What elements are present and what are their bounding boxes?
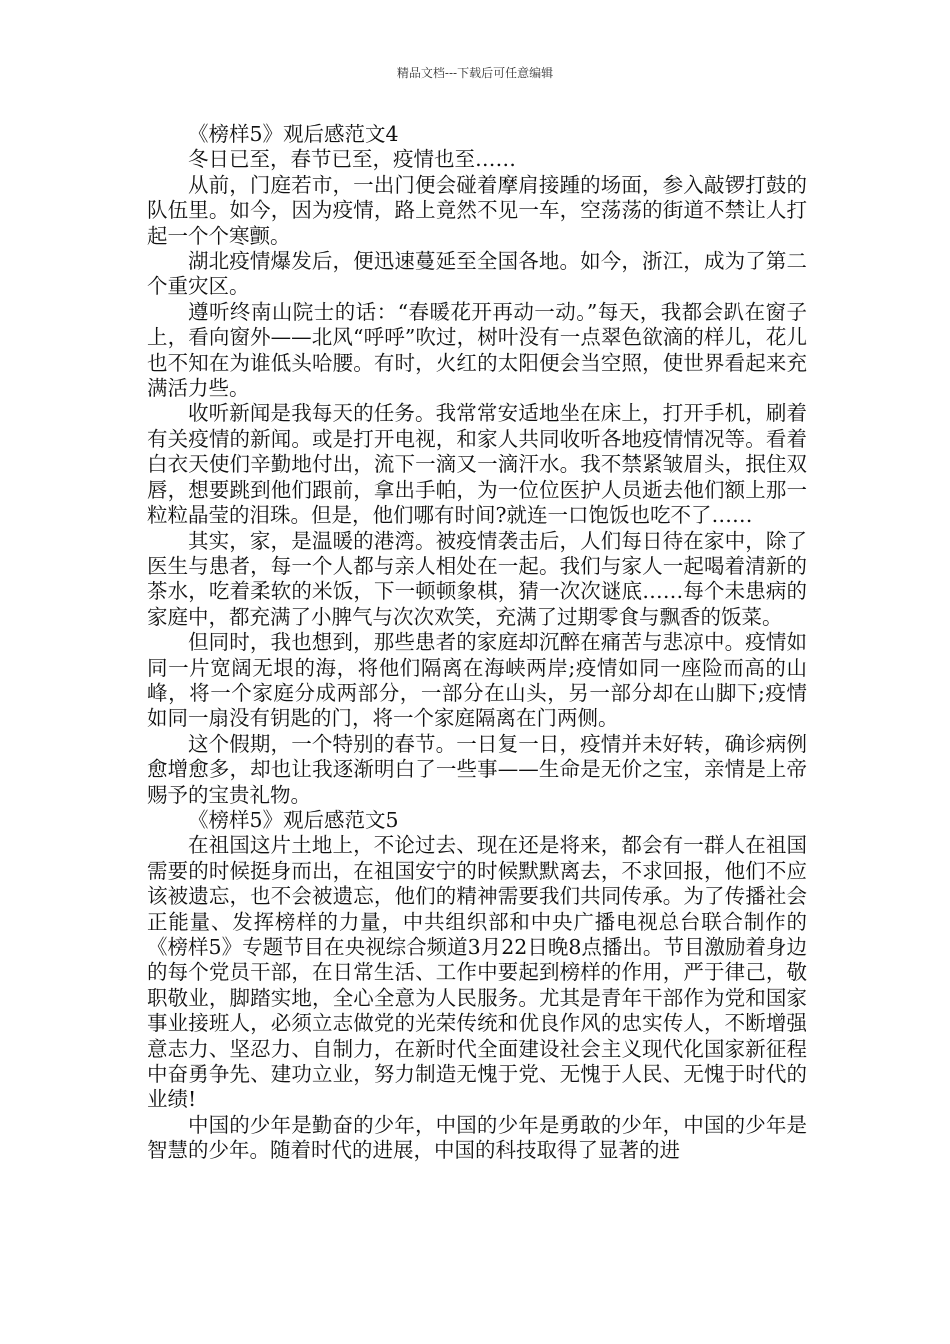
paragraph: 收听新闻是我每天的任务。我常常安适地坐在床上，打开手机，刷着有关疫情的新闻。或是打开电视，和家人共同收听各地疫情情况等。看着白衣天使们辛勤地付出，流下一滴又一滴汗水。我不禁紧皱眉头，抿住双唇，想要跳到他们跟前，拿出手帕，为一位位医护人员逝去他们额上那一粒粒晶莹的泪珠。但是，他们哪有时间?就连一口饱饭也吃不了……: [147, 401, 807, 528]
paragraph: 从前，门庭若市，一出门便会碰着摩肩接踵的场面，参入敲锣打鼓的队伍里。如今，因为疫情，路上竟然不见一车，空荡荡的街道不禁让人打起一个个寒颤。: [147, 172, 807, 248]
paragraph: 这个假期，一个特别的春节。一日复一日，疫情并未好转，确诊病例愈增愈多，却也让我逐渐明白了一些事——生命是无价之宝，亲情是上帝赐予的宝贵礼物。: [147, 731, 807, 807]
paragraph: 冬日已至，春节已至，疫情也至……: [188, 147, 516, 172]
paragraph: 中国的少年是勤奋的少年，中国的少年是勇敢的少年，中国的少年是智慧的少年。随着时代的进展，中国的科技取得了显著的进: [147, 1112, 807, 1163]
page-header: 精品文档---下载后可任意编辑: [396, 66, 554, 80]
document-body: [147, 122, 807, 1164]
paragraph: 湖北疫情爆发后，便迅速蔓延至全国各地。如今，浙江，成为了第二个重灾区。: [147, 249, 807, 299]
paragraph: 在祖国这片土地上，不论过去、现在还是将来，都会有一群人在祖国需要的时候挺身而出，在祖国安宁的时候默默离去，不求回报，他们不应该被遗忘，也不会被遗忘，他们的精神需要我们共同传承。为了传播社会正能量、发挥榜样的力量，中共组织部和中央广播电视总台联合制作的《榜样5》专题节目在央视综合频道3月22日晚8点播出。节目激励着身边的每个党员干部，在日常生活、工作中要起到榜样的作用，严于律己，敬职敬业，脚踏实地，全心全意为人民服务。尤其是青年干部作为党和国家事业接班人，必须立志做党的光荣传统和优良作风的忠实传人，不断增强意志力、坚忍力、自制力，在新时代全面建设社会主义现代化国家新征程中奋勇争先、建功立业，努力制造无愧于党、无愧于人民、无愧于时代的业绩!: [147, 833, 807, 1112]
section-title-5: 《榜样5》观后感范文5: [188, 807, 399, 832]
paragraph: 其实，家，是温暖的港湾。被疫情袭击后，人们每日待在家中，除了医生与患者，每一个人都与亲人相处在一起。我们与家人一起喝着清新的茶水，吃着柔软的米饭，下一顿顿象棋，猜一次次谜底……每个未患病的家庭中，都充满了小脾气与次次欢笑，充满了过期零食与飘香的饭菜。: [147, 528, 807, 629]
section-title-4: 《榜样5》观后感范文4: [188, 122, 399, 146]
paragraph: 但同时，我也想到，那些患者的家庭却沉醉在痛苦与悲凉中。疫情如同一片宽阔无垠的海，将他们隔离在海峡两岸;疫情如同一座险而高的山峰，将一个家庭分成两部分，一部分在山头，另一部分却在山脚下;疫情如同一扇没有钥匙的门，将一个家庭隔离在门两侧。: [147, 630, 807, 731]
paragraph: 遵听终南山院士的话：“春暖花开再动一动。”每天，我都会趴在窗子上，看向窗外——北风“呼呼”吹过，树叶没有一点翠色欲滴的样儿，花儿也不知在为谁低头哈腰。有时，火红的太阳便会当空照，使世界看起来充满活力些。: [147, 299, 807, 401]
